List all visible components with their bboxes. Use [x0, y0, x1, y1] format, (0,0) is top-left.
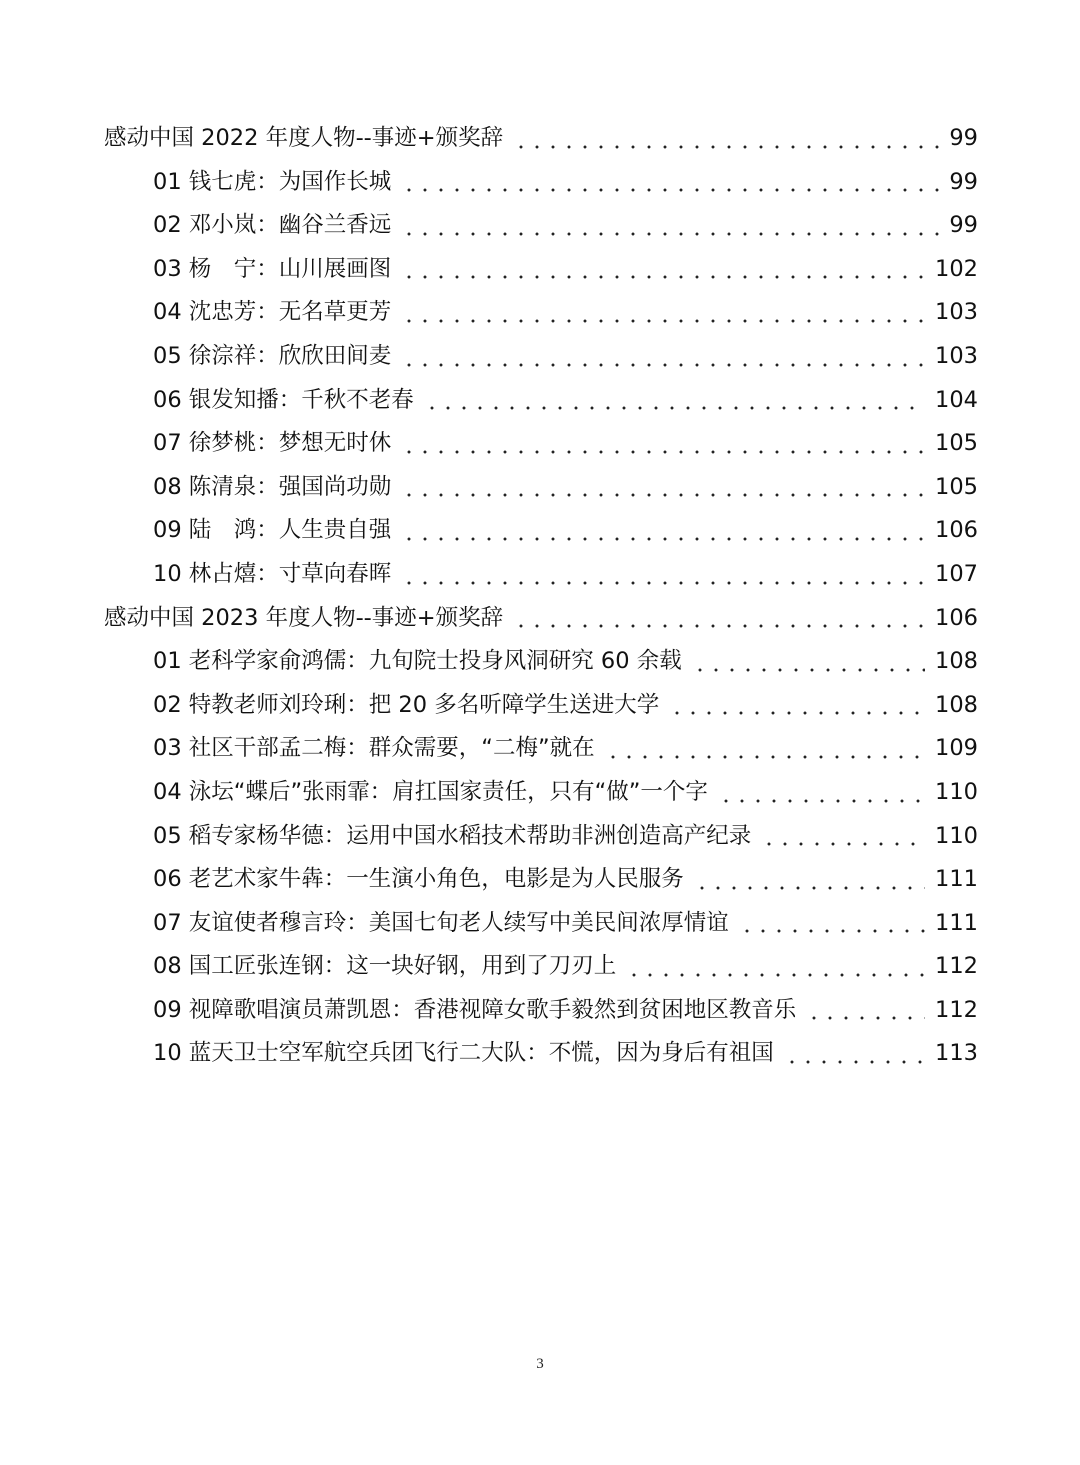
- toc-leader-dots: [513, 145, 939, 149]
- toc-entry-page: 106: [935, 517, 978, 544]
- toc-entry-title: 10 蓝天卫士空军航空兵团飞行二大队：不慌，因为身后有祖国: [153, 1040, 774, 1067]
- toc-entry-title: 05 徐淙祥：欣欣田间麦: [153, 342, 392, 369]
- toc-leader-dots: [761, 842, 925, 846]
- toc-entry[interactable]: [104, 727, 978, 771]
- toc-entry-page: 99: [949, 125, 978, 151]
- toc-entry-page: 108: [935, 648, 978, 675]
- toc-entry[interactable]: [104, 248, 978, 292]
- toc-entry-page: 99: [949, 168, 978, 195]
- toc-leader-dots: [692, 668, 925, 672]
- toc-leader-dots: [401, 319, 925, 323]
- toc-entry-page: 112: [935, 953, 978, 980]
- toc-entry-title: 08 国工匠张连钢：这一块好钢，用到了刀刃上: [153, 953, 617, 980]
- toc-entry-page: 103: [935, 299, 978, 326]
- toc-entry-title: 02 特教老师刘玲琍：把 20 多名听障学生送进大学: [153, 691, 660, 718]
- toc-entry-page: 104: [935, 386, 978, 413]
- toc-entry-title: 感动中国 2023 年度人物--事迹+颁奖辞: [104, 604, 504, 631]
- toc-entry[interactable]: [104, 684, 978, 728]
- toc-leader-dots: [739, 929, 925, 933]
- toc-entry-page: 109: [935, 735, 978, 762]
- toc-leader-dots: [513, 624, 925, 628]
- toc-entry[interactable]: [104, 597, 978, 641]
- toc-entry[interactable]: [104, 945, 978, 989]
- toc-entry-page: 108: [935, 691, 978, 718]
- toc-entry-title: 03 社区干部孟二梅：群众需要，“二梅”就在: [153, 735, 595, 762]
- toc-entry-page: 107: [935, 560, 978, 587]
- toc-entry[interactable]: [104, 553, 978, 597]
- toc-entry-page: 113: [935, 1040, 978, 1067]
- toc-entry-title: 05 稻专家杨华德：运用中国水稻技术帮助非洲创造高产纪录: [153, 822, 752, 849]
- toc-entry-page: 105: [935, 430, 978, 457]
- toc-entry-title: 09 视障歌唱演员萧凯恩：香港视障女歌手毅然到贫困地区教音乐: [153, 996, 797, 1023]
- toc-entry-page: 111: [935, 909, 978, 936]
- toc-entry-page: 111: [935, 866, 978, 893]
- toc-entry[interactable]: [104, 335, 978, 379]
- toc-entry-title: 07 友谊使者穆言玲：美国七旬老人续写中美民间浓厚情谊: [153, 909, 729, 936]
- toc-entry-page: 106: [935, 604, 978, 631]
- toc-leader-dots: [806, 1016, 925, 1020]
- toc-entry-page: 103: [935, 342, 978, 369]
- toc-entry-page: 99: [949, 212, 978, 239]
- toc-entry[interactable]: [104, 161, 978, 205]
- toc-leader-dots: [626, 973, 925, 977]
- toc-entry-title: 01 钱七虎：为国作长城: [153, 168, 392, 195]
- toc-leader-dots: [401, 363, 925, 367]
- toc-leader-dots: [424, 406, 925, 410]
- toc-entry-page: 102: [935, 255, 978, 282]
- toc-entry-title: 感动中国 2022 年度人物--事迹+颁奖辞: [104, 125, 504, 151]
- toc-leader-dots: [401, 537, 925, 541]
- toc-leader-dots: [694, 886, 925, 890]
- toc-entry[interactable]: [104, 509, 978, 553]
- toc-entry-page: 110: [935, 822, 978, 849]
- toc-entry-title: 02 邓小岚：幽谷兰香远: [153, 212, 392, 239]
- toc-entry[interactable]: [104, 204, 978, 248]
- toc-entry[interactable]: [104, 1032, 978, 1076]
- toc-leader-dots: [401, 493, 925, 497]
- toc-entry[interactable]: [104, 858, 978, 902]
- toc-entry[interactable]: [104, 815, 978, 859]
- toc-leader-dots: [401, 581, 925, 585]
- toc-entry[interactable]: [104, 902, 978, 946]
- toc-entry[interactable]: [104, 640, 978, 684]
- toc-leader-dots: [401, 232, 939, 236]
- toc-entry-title: 10 林占熺：寸草向春晖: [153, 560, 392, 587]
- toc-entry[interactable]: [104, 379, 978, 423]
- toc-leader-dots: [401, 275, 925, 279]
- toc-entry[interactable]: [104, 291, 978, 335]
- toc-entry[interactable]: [104, 466, 978, 510]
- table-of-contents: [104, 117, 978, 1076]
- toc-entry[interactable]: [104, 117, 978, 161]
- toc-entry-page: 105: [935, 473, 978, 500]
- toc-entry-title: 07 徐梦桃：梦想无时休: [153, 430, 392, 457]
- toc-entry-title: 06 银发知播：千秋不老春: [153, 386, 414, 413]
- toc-entry-title: 01 老科学家俞鸿儒：九旬院士投身风洞研究 60 余载: [153, 648, 682, 675]
- toc-entry[interactable]: [104, 422, 978, 466]
- toc-entry-title: 04 沈忠芳：无名草更芳: [153, 299, 392, 326]
- page-number: 3: [536, 1356, 544, 1372]
- toc-entry-title: 08 陈清泉：强国尚功勋: [153, 473, 392, 500]
- toc-entry[interactable]: [104, 989, 978, 1033]
- toc-leader-dots: [669, 711, 925, 715]
- toc-entry-page: 110: [935, 778, 978, 805]
- toc-entry-title: 09 陆 鸿：人生贵自强: [153, 517, 392, 544]
- toc-leader-dots: [401, 188, 939, 192]
- toc-leader-dots: [718, 799, 925, 803]
- toc-entry-title: 04 泳坛“蝶后”张雨霏：肩扛国家责任，只有“做”一个字: [153, 778, 708, 805]
- toc-entry-title: 06 老艺术家牛犇：一生演小角色，电影是为人民服务: [153, 866, 684, 893]
- toc-leader-dots: [605, 755, 925, 759]
- toc-leader-dots: [784, 1060, 925, 1064]
- toc-entry[interactable]: [104, 771, 978, 815]
- toc-leader-dots: [401, 450, 925, 454]
- toc-entry-page: 112: [935, 996, 978, 1023]
- toc-entry-title: 03 杨 宁：山川展画图: [153, 255, 392, 282]
